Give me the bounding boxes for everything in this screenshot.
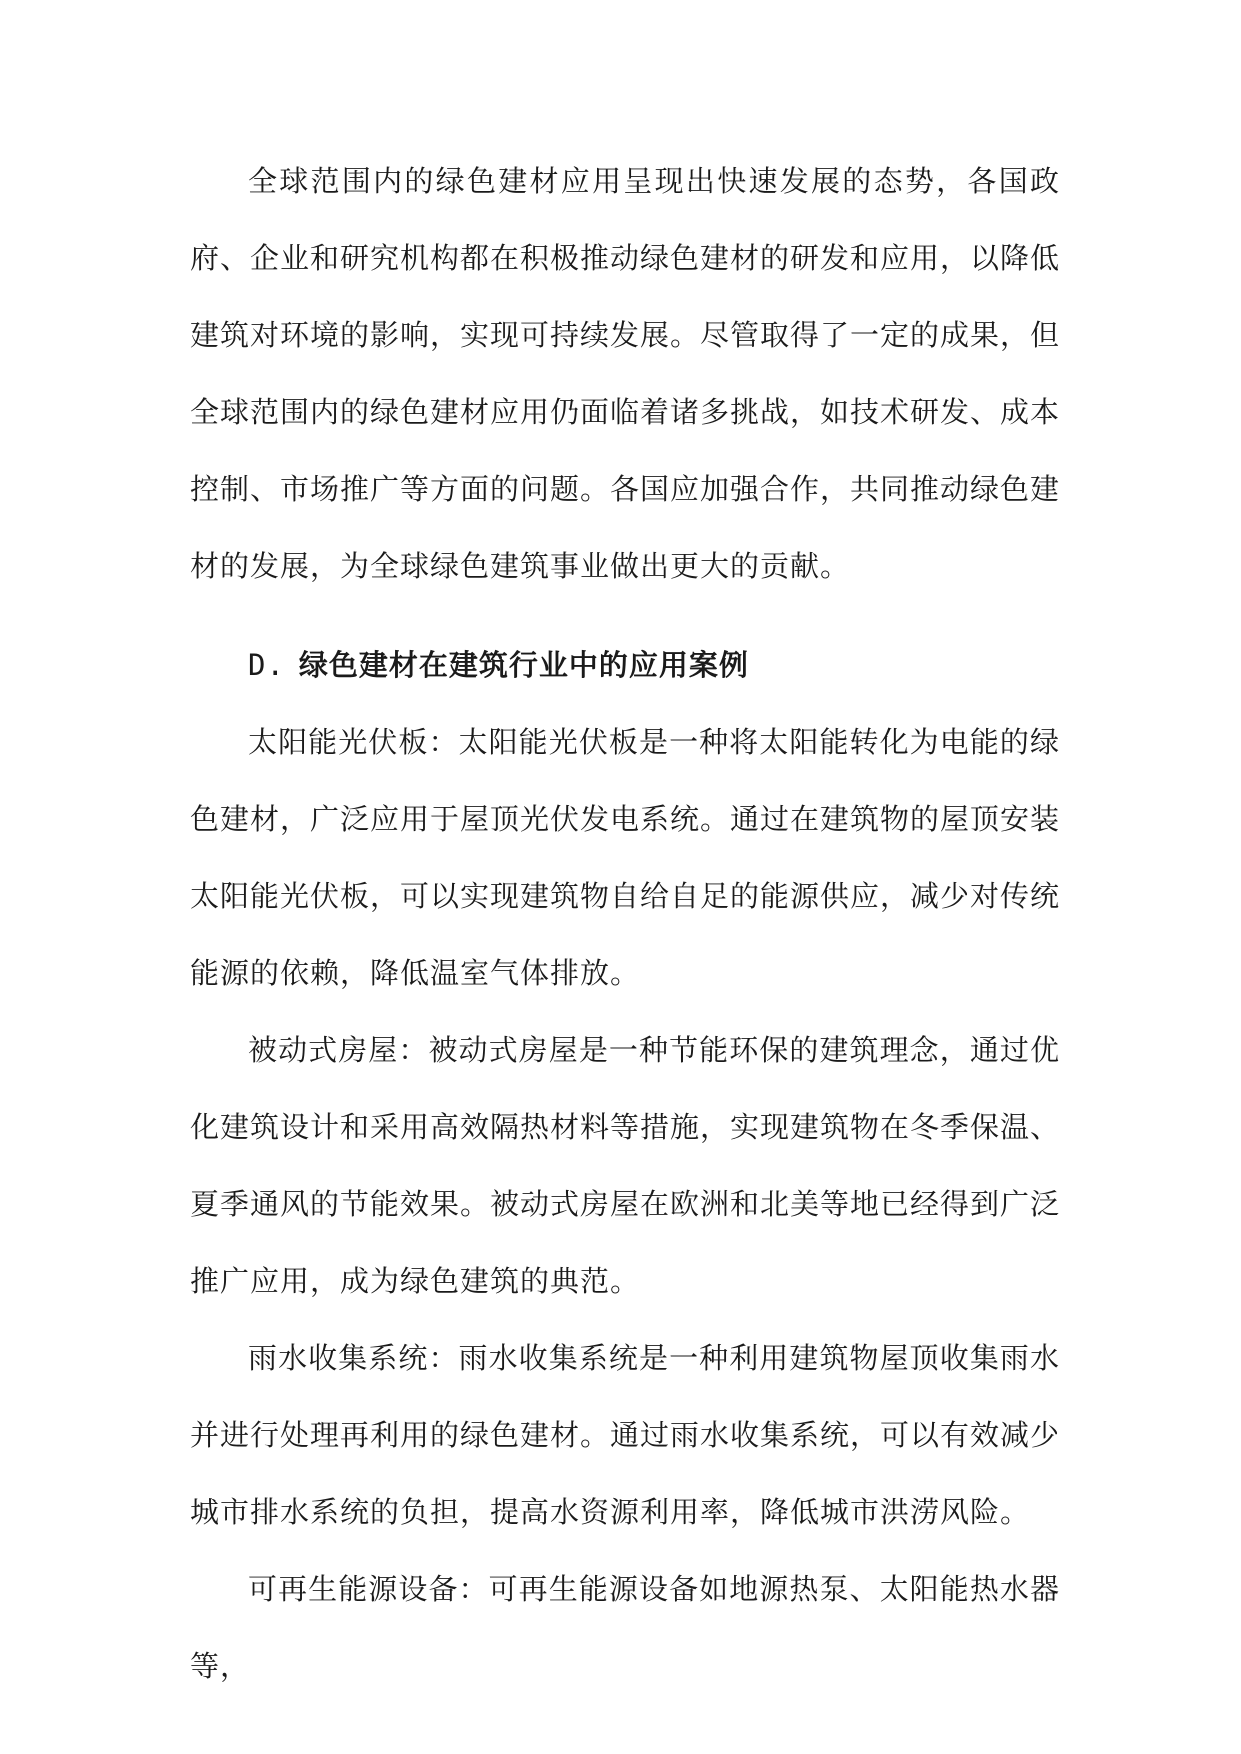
- section-marker: D.: [248, 648, 285, 682]
- case-paragraph-solar: 太阳能光伏板：太阳能光伏板是一种将太阳能转化为电能的绿色建材，广泛应用于屋顶光伏发电系统。通过在建筑物的屋顶安装太阳能光伏板，可以实现建筑物自给自足的能源供应，减少对传统能源的依赖，降低温室气体排放。: [190, 725, 1061, 990]
- section-title: 绿色建材在建筑行业中的应用案例: [298, 648, 749, 682]
- case-paragraph-passive-house: 被动式房屋：被动式房屋是一种节能环保的建筑理念，通过优化建筑设计和采用高效隔热材料等措施，实现建筑物在冬季保温、夏季通风的节能效果。被动式房屋在欧洲和北美等地已经得到广泛推广应用，成为绿色建筑的典范。: [190, 1033, 1061, 1298]
- case-paragraph-renewable: 可再生能源设备：可再生能源设备如地源热泵、太阳能热水器等，: [190, 1572, 1060, 1683]
- intro-paragraph: 全球范围内的绿色建材应用呈现出快速发展的态势，各国政府、企业和研究机构都在积极推动绿色建材的研发和应用，以降低建筑对环境的影响，实现可持续发展。尽管取得了一定的成果，但全球范围内的绿色建材应用仍面临着诸多挑战，如技术研发、成本控制、市场推广等方面的问题。各国应加强合作，共同推动绿色建材的发展，为全球绿色建筑事业做出更大的贡献。: [190, 164, 1061, 583]
- case-paragraph-rainwater: 雨水收集系统：雨水收集系统是一种利用建筑物屋顶收集雨水并进行处理再利用的绿色建材。通过雨水收集系统，可以有效减少城市排水系统的负担，提高水资源利用率，降低城市洪涝风险。: [190, 1341, 1061, 1529]
- page-content: [190, 143, 1060, 1705]
- section-heading: [190, 627, 1060, 704]
